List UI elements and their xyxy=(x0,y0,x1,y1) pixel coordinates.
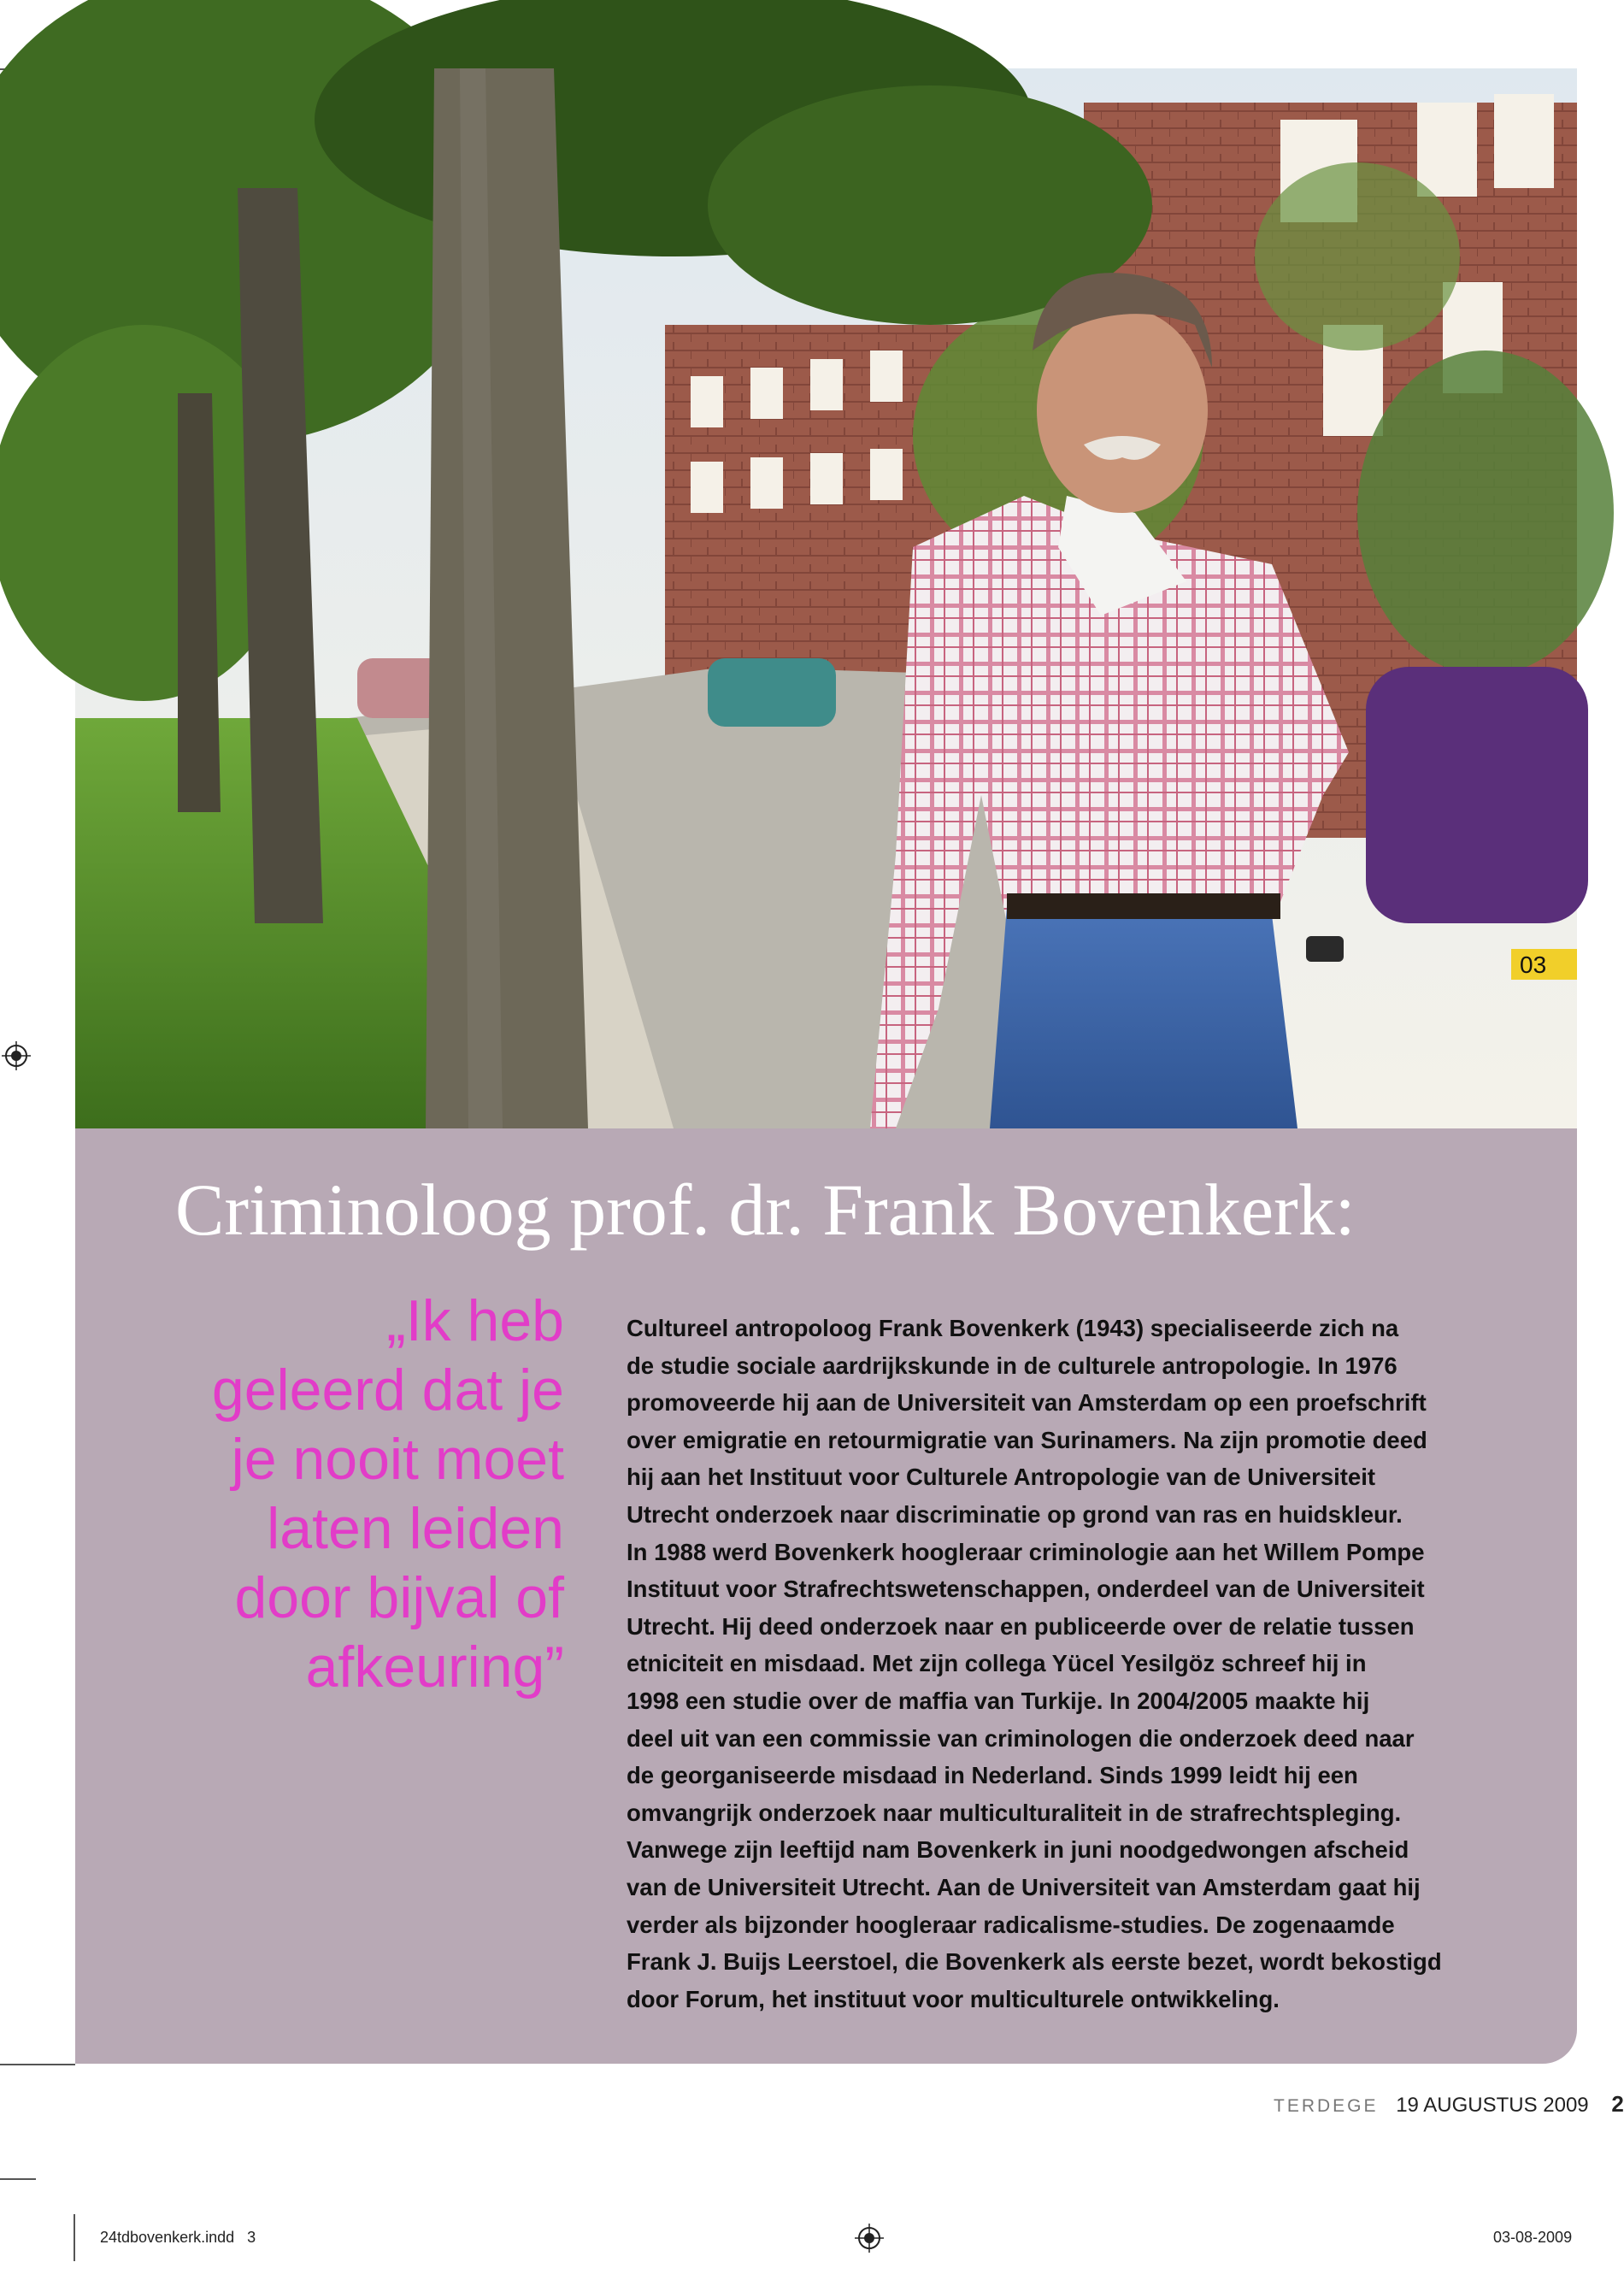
pull-quote-line: afkeuring” xyxy=(305,1635,564,1700)
pull-quote-line: laten leiden xyxy=(267,1496,564,1561)
pull-quote-line: „Ik heb xyxy=(386,1288,564,1353)
registration-mark-bottom xyxy=(855,2224,884,2253)
bio-line: Instituut voor Strafrechtswetenschappen, onderdeel van de Universiteit xyxy=(627,1576,1425,1603)
article-headline: Criminoloog prof. dr. Frank Bovenkerk: xyxy=(175,1169,1356,1251)
pull-quote-line: geleerd dat je xyxy=(211,1358,564,1423)
bio-line: over emigratie en retourmigratie van Surinamers. Na zijn promotie deed xyxy=(627,1426,1427,1453)
crop-mark-bottom xyxy=(0,2064,75,2065)
crop-mark-bottom-vertical xyxy=(74,2214,75,2261)
portrait-photo xyxy=(75,68,1577,1128)
bio-line: van de Universiteit Utrecht. Aan de Universiteit van Amsterdam gaat hij xyxy=(627,1873,1421,1900)
file-slug: 24tdbovenkerk.indd 3 xyxy=(100,2229,256,2246)
bio-line: etniciteit en misdaad. Met zijn collega Yücel Yesilgöz schreef hij in xyxy=(627,1650,1367,1677)
bio-line: Cultureel antropoloog Frank Bovenkerk (1943) specialiseerde zich na xyxy=(627,1315,1399,1341)
page-number: 2 xyxy=(1611,2091,1624,2117)
bio-line: omvangrijk onderzoek naar multiculturaliteit in de strafrechtspleging. xyxy=(627,1799,1402,1826)
bio-line: Utrecht onderzoek naar discriminatie op grond van ras en huidskleur. xyxy=(627,1500,1403,1528)
bio-line: de studie sociale aardrijkskunde in de culturele antropologie. In 1976 xyxy=(627,1352,1397,1379)
bio-line: de georganiseerde misdaad in Nederland. Sinds 1999 leidt hij een xyxy=(627,1762,1358,1789)
license-plate-text: 03 xyxy=(1520,951,1547,978)
bio-line: promoveerde hij aan de Universiteit van Amsterdam op een proefschrift xyxy=(627,1389,1427,1417)
bio-line: door Forum, het instituut voor multiculturele ontwikkeling. xyxy=(627,1985,1280,2012)
issue-date: 19 AUGUSTUS 2009 xyxy=(1396,2094,1589,2117)
bio-line: Utrecht. Hij deed onderzoek naar en publiceerde over de relatie tussen xyxy=(627,1612,1415,1640)
biography-text xyxy=(627,1310,1533,2018)
bio-line: deel uit van een commissie van criminologen die onderzoek deed naar xyxy=(627,1724,1415,1752)
magazine-name: TERDEGE xyxy=(1274,2096,1379,2116)
pull-quote xyxy=(145,1287,564,1702)
bio-line: 1998 een studie over de maffia van Turkije. In 2004/2005 maakte hij xyxy=(627,1687,1370,1714)
registration-mark-left xyxy=(2,1041,31,1070)
pull-quote-line: door bijval of xyxy=(234,1565,564,1630)
bio-line: In 1988 werd Bovenkerk hoogleraar criminologie aan het Willem Pompe xyxy=(627,1538,1425,1565)
bio-line: Vanwege zijn leeftijd nam Bovenkerk in juni noodgedwongen afscheid xyxy=(627,1836,1409,1864)
pull-quote-line: je nooit moet xyxy=(231,1427,564,1492)
bio-line: verder als bijzonder hoogleraar radicalisme-studies. De zogenaamde xyxy=(627,1911,1395,1938)
print-date: 03-08-2009 xyxy=(1493,2229,1573,2246)
page-folio xyxy=(1274,2091,1624,2118)
crop-mark-bottom-lower xyxy=(0,2178,36,2180)
bio-line: Frank J. Buijs Leerstoel, die Bovenkerk als eerste bezet, wordt bekostigd xyxy=(627,1948,1442,1976)
bio-line: hij aan het Instituut voor Culturele Antropologie van de Universiteit xyxy=(627,1464,1376,1491)
